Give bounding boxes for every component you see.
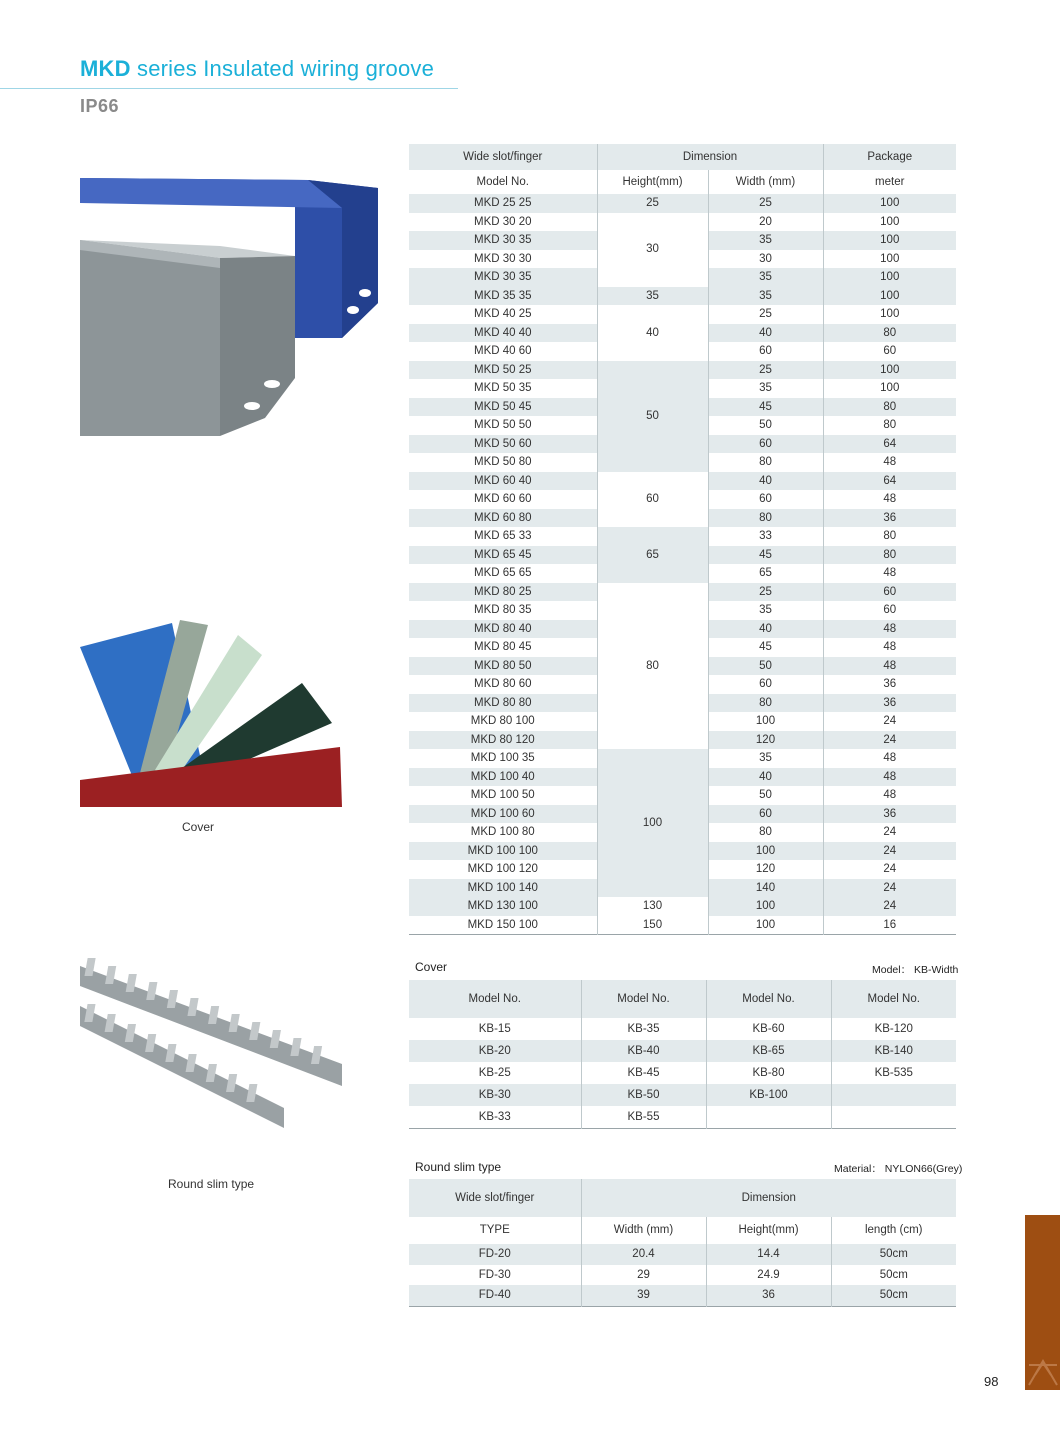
cell-package: 100 [823, 361, 956, 380]
cell-width: 65 [708, 564, 823, 583]
table-row [409, 1265, 956, 1286]
cell-width: 50 [708, 786, 823, 805]
table-header-row [409, 1179, 956, 1217]
cell-package: 48 [823, 768, 956, 787]
cell-package: 100 [823, 287, 956, 306]
cell-height: 24.9 [706, 1265, 831, 1286]
cell-model: MKD 40 40 [409, 324, 597, 343]
table-row [409, 527, 956, 546]
title-divider [0, 88, 458, 89]
cell-width: 80 [708, 694, 823, 713]
cell-model [831, 1084, 956, 1106]
cell-package: 80 [823, 398, 956, 417]
cell-model: MKD 100 140 [409, 879, 597, 898]
cell-package: 24 [823, 860, 956, 879]
cell-model: MKD 80 120 [409, 731, 597, 750]
cell-width: 45 [708, 546, 823, 565]
cell-model: MKD 50 45 [409, 398, 597, 417]
cell-package: 100 [823, 250, 956, 269]
table-subheader-row [409, 1217, 956, 1244]
cell-length: 50cm [831, 1285, 956, 1306]
cover-table [409, 980, 956, 1129]
cell-width: 60 [708, 675, 823, 694]
cell-width: 100 [708, 712, 823, 731]
cell-height: 80 [597, 583, 708, 750]
cell-model: MKD 80 50 [409, 657, 597, 676]
cell-model: KB-80 [706, 1062, 831, 1084]
cell-model: KB-20 [409, 1040, 581, 1062]
table-header-row [409, 144, 956, 170]
cell-width: 25 [708, 361, 823, 380]
header-length: length (cm) [831, 1217, 956, 1244]
header-model-no: Model No. [409, 980, 581, 1018]
cell-model: KB-45 [581, 1062, 706, 1084]
cell-model: MKD 50 35 [409, 379, 597, 398]
cell-model: MKD 30 35 [409, 268, 597, 287]
page-title [80, 56, 434, 82]
cell-model: KB-50 [581, 1084, 706, 1106]
header-model-no: Model No. [476, 176, 529, 188]
table-subheader-row [409, 170, 956, 194]
cell-package: 80 [823, 416, 956, 435]
table-row [409, 472, 956, 491]
title-text: series Insulated wiring groove [130, 56, 435, 81]
cell-model: MKD 25 25 [409, 194, 597, 213]
wiring-groove-image [80, 178, 380, 438]
cell-height: 30 [597, 213, 708, 287]
cell-model: KB-535 [831, 1062, 956, 1084]
cell-model: MKD 80 35 [409, 601, 597, 620]
cell-package: 100 [823, 305, 956, 324]
table-row [409, 583, 956, 602]
header-model-no: Model No. [706, 980, 831, 1018]
cell-height: 25 [597, 194, 708, 213]
cell-package: 48 [823, 453, 956, 472]
cell-model: KB-15 [478, 1023, 511, 1035]
table-row [409, 1018, 956, 1040]
cell-model: MKD 60 60 [409, 490, 597, 509]
cell-model: MKD 50 80 [409, 453, 597, 472]
cell-width: 35 [708, 287, 823, 306]
cell-package: 36 [823, 805, 956, 824]
cover-model-note: Model： KB-Width [872, 964, 959, 976]
table-row [409, 1084, 956, 1106]
cell-package: 48 [823, 786, 956, 805]
cover-section-label: Cover [415, 960, 448, 974]
cell-model: KB-40 [581, 1040, 706, 1062]
cell-model: MKD 30 35 [409, 231, 597, 250]
cell-length: 50cm [831, 1265, 956, 1286]
table-row [409, 897, 956, 916]
cell-width: 20 [708, 213, 823, 232]
cell-length: 50cm [831, 1244, 956, 1265]
table-header-row [409, 980, 956, 1018]
cell-model: KB-120 [831, 1018, 956, 1040]
cell-width: 40 [708, 324, 823, 343]
cell-package: 100 [823, 268, 956, 287]
cell-package: 100 [823, 379, 956, 398]
cell-model: MKD 65 45 [409, 546, 597, 565]
header-wide-slot: Wide slot/finger [409, 144, 597, 170]
cell-width: 40 [708, 768, 823, 787]
cell-model: KB-65 [706, 1040, 831, 1062]
cell-width: 35 [708, 379, 823, 398]
cell-package: 64 [823, 472, 956, 491]
cell-package: 64 [823, 435, 956, 454]
cell-model: MKD 100 100 [409, 842, 597, 861]
cell-height: 100 [597, 749, 708, 897]
header-height: Height(mm) [706, 1217, 831, 1244]
cell-model: MKD 100 35 [409, 749, 597, 768]
cell-model: MKD 80 100 [409, 712, 597, 731]
cell-package: 24 [823, 731, 956, 750]
cell-package: 36 [823, 675, 956, 694]
cell-width: 20.4 [581, 1244, 706, 1265]
cell-package: 48 [823, 564, 956, 583]
cell-package: 24 [823, 879, 956, 898]
cell-model: MKD 80 45 [409, 638, 597, 657]
header-dimension: Dimension [597, 144, 823, 170]
cell-package: 48 [823, 657, 956, 676]
header-wide-slot: Wide slot/finger [409, 1179, 581, 1217]
header-dimension: Dimension [581, 1179, 956, 1217]
cell-width: 80 [708, 509, 823, 528]
cell-model: MKD 60 40 [409, 472, 597, 491]
cell-height: 36 [706, 1285, 831, 1306]
cell-package: 100 [823, 231, 956, 250]
cell-package: 80 [823, 527, 956, 546]
cell-model: MKD 40 60 [409, 342, 597, 361]
cell-width: 25 [708, 194, 823, 213]
cell-model: MKD 65 33 [409, 527, 597, 546]
header-model-no: Model No. [581, 980, 706, 1018]
page-number: 98 [984, 1374, 999, 1389]
cell-model: KB-33 [478, 1111, 511, 1123]
cell-width: 35 [708, 749, 823, 768]
cell-package: 100 [823, 194, 956, 213]
header-meter: meter [823, 170, 956, 194]
cell-package: 48 [823, 620, 956, 639]
cell-model: KB-140 [831, 1040, 956, 1062]
cell-width: 60 [708, 435, 823, 454]
cell-width: 29 [581, 1265, 706, 1286]
cell-width: 50 [708, 657, 823, 676]
header-package: Package [823, 144, 956, 170]
cell-model [831, 1106, 956, 1129]
cell-width: 45 [708, 398, 823, 417]
cell-height: 130 [597, 897, 708, 916]
cell-model: MKD 30 20 [409, 213, 597, 232]
cell-model: MKD 100 50 [409, 786, 597, 805]
cell-package: 24 [823, 842, 956, 861]
table-row [409, 1106, 956, 1129]
cell-width: 33 [708, 527, 823, 546]
chapter-side-tab [1025, 1215, 1060, 1390]
cell-model: KB-25 [478, 1067, 511, 1079]
cell-width: 60 [708, 490, 823, 509]
cell-width: 100 [708, 897, 823, 916]
cell-package: 48 [823, 490, 956, 509]
header-model-no: Model No. [831, 980, 956, 1018]
cell-width: 100 [708, 916, 823, 935]
cell-package: 48 [823, 638, 956, 657]
cell-model: KB-100 [706, 1084, 831, 1106]
cell-package: 36 [823, 509, 956, 528]
logo-watermark-icon [1025, 1215, 1060, 1390]
table-row [409, 1244, 956, 1265]
cell-model: KB-35 [581, 1018, 706, 1040]
cell-model: MKD 100 40 [409, 768, 597, 787]
cell-model: MKD 80 80 [409, 694, 597, 713]
cell-width: 140 [708, 879, 823, 898]
cell-model: MKD 80 25 [409, 583, 597, 602]
mkd-spec-table [409, 144, 956, 935]
cell-model: MKD 60 80 [409, 509, 597, 528]
cell-width: 50 [708, 416, 823, 435]
cell-type: FD-30 [478, 1268, 511, 1281]
cell-package: 60 [823, 342, 956, 361]
cell-model: MKD 35 35 [409, 287, 597, 306]
cell-package: 24 [823, 712, 956, 731]
cell-model: KB-55 [581, 1106, 706, 1129]
cell-width: 80 [708, 823, 823, 842]
cover-caption: Cover [182, 820, 215, 834]
cell-width: 120 [708, 860, 823, 879]
cell-type: FD-20 [409, 1244, 581, 1265]
cell-model: KB-30 [409, 1084, 581, 1106]
header-width: Width (mm) [581, 1217, 706, 1244]
round-slim-caption: Round slim type [168, 1177, 255, 1191]
table-row [409, 1040, 956, 1062]
cell-model [706, 1106, 831, 1129]
cell-package: 100 [823, 213, 956, 232]
cell-width: 60 [708, 805, 823, 824]
round-slim-section-label: Round slim type [415, 1160, 502, 1174]
cell-width: 25 [708, 583, 823, 602]
cell-model: MKD 30 30 [409, 250, 597, 269]
cell-package: 24 [823, 823, 956, 842]
cell-model: MKD 50 60 [409, 435, 597, 454]
table-row [409, 749, 956, 768]
cell-model: MKD 100 120 [409, 860, 597, 879]
cell-height: 60 [597, 472, 708, 528]
cell-width: 100 [708, 842, 823, 861]
table-row [409, 305, 956, 324]
header-type: TYPE [479, 1224, 510, 1236]
cell-model: MKD 65 65 [409, 564, 597, 583]
cell-type: FD-40 [409, 1285, 581, 1306]
cell-width: 45 [708, 638, 823, 657]
cell-width: 120 [708, 731, 823, 750]
table-row [409, 916, 956, 935]
table-row [409, 361, 956, 380]
cell-model: KB-60 [706, 1018, 831, 1040]
cell-package: 24 [823, 897, 956, 916]
material-note: Material： NYLON66(Grey) [834, 1163, 963, 1175]
cell-model: MKD 100 80 [409, 823, 597, 842]
cell-width: 60 [708, 342, 823, 361]
table-row [409, 194, 956, 213]
cell-width: 25 [708, 305, 823, 324]
cell-model: MKD 80 40 [409, 620, 597, 639]
cell-package: 80 [823, 324, 956, 343]
cell-width: 35 [708, 231, 823, 250]
cell-package: 36 [823, 694, 956, 713]
cell-height: 65 [597, 527, 708, 583]
cell-package: 60 [823, 583, 956, 602]
table-row [409, 1285, 956, 1306]
cell-model: MKD 80 60 [409, 675, 597, 694]
title-series-code: MKD [80, 56, 131, 81]
table-row [409, 1062, 956, 1084]
round-slim-image [80, 956, 362, 1138]
cell-width: 30 [708, 250, 823, 269]
cell-width: 39 [581, 1285, 706, 1306]
cell-width: 40 [708, 620, 823, 639]
page-subtitle: IP66 [80, 96, 120, 116]
cell-model: MKD 40 25 [409, 305, 597, 324]
cell-height: 150 [597, 916, 708, 935]
covers-image [80, 615, 342, 807]
cell-height: 14.4 [706, 1244, 831, 1265]
cell-package: 60 [823, 601, 956, 620]
round-slim-table [409, 1179, 956, 1307]
cell-package: 48 [823, 749, 956, 768]
cell-package: 80 [823, 546, 956, 565]
cell-height: 35 [597, 287, 708, 306]
table-row [409, 287, 956, 306]
cell-model: MKD 130 100 [409, 897, 597, 916]
cell-height: 50 [597, 361, 708, 472]
cell-model: MKD 50 50 [409, 416, 597, 435]
cell-package: 16 [823, 916, 956, 935]
header-width: Width (mm) [708, 170, 823, 194]
cell-model: MKD 100 60 [409, 805, 597, 824]
table-row [409, 213, 956, 232]
cell-width: 80 [708, 453, 823, 472]
cell-model: MKD 150 100 [409, 916, 597, 935]
cell-model: MKD 50 25 [409, 361, 597, 380]
cell-height: 40 [597, 305, 708, 361]
cell-width: 40 [708, 472, 823, 491]
cell-width: 35 [708, 268, 823, 287]
cell-width: 35 [708, 601, 823, 620]
header-height: Height(mm) [597, 170, 708, 194]
